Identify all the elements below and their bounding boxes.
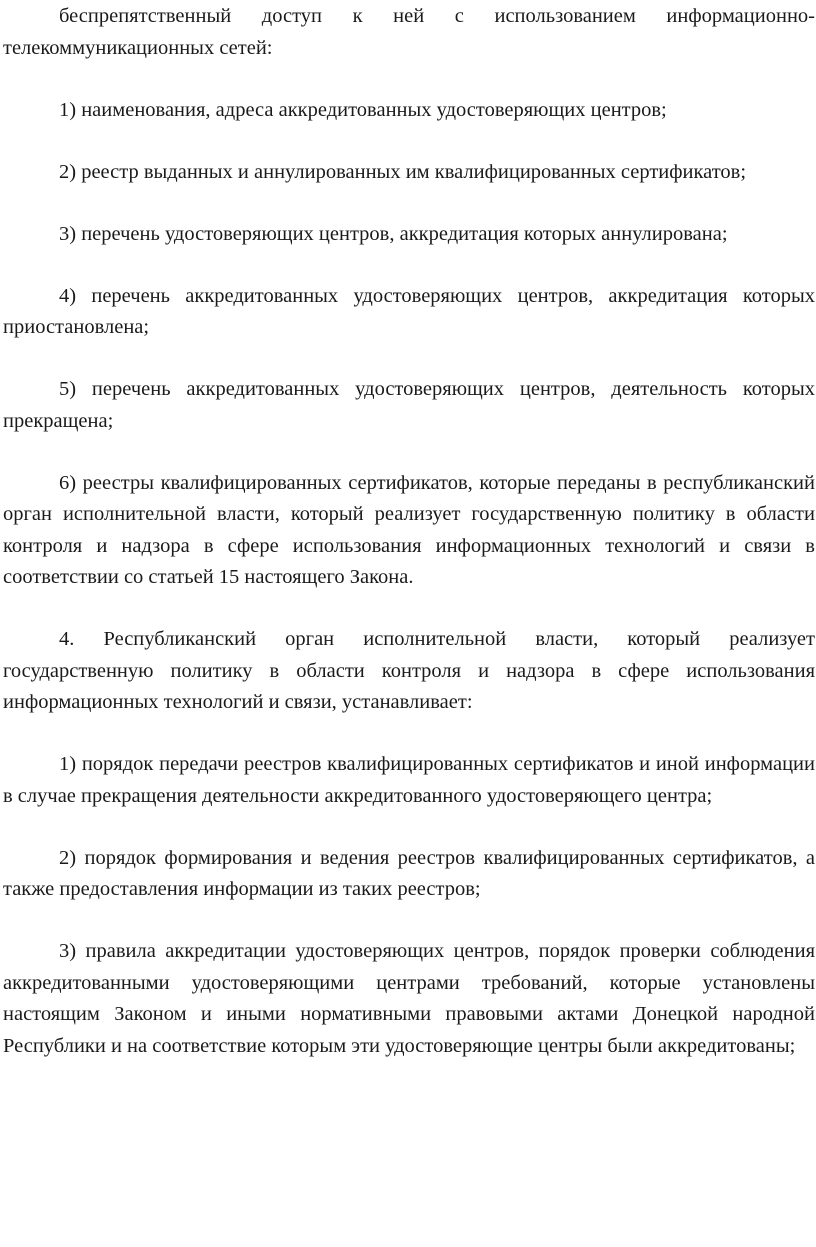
paragraph-item-4-suspended-list: 4) перечень аккредитованных удостоверяющих центров, аккредитация которых приостановлена;	[3, 284, 815, 338]
document-page	[3, 0, 815, 1093]
paragraph-section-4: 4. Республиканский орган исполнительной власти, который реализует государственную политику в области контроля и надзора в сфере использования информационных технологий и связи, устанавливает:	[3, 628, 815, 713]
paragraph-item-3-revoked-list: 3) перечень удостоверяющих центров, аккредитация которых аннулирована;	[59, 222, 728, 245]
paragraph-item-5-terminated-list: 5) перечень аккредитованных удостоверяющих центров, деятельность которых прекращена;	[3, 378, 815, 432]
paragraph-section-4-item-1: 1) порядок передачи реестров квалифицированных сертификатов и иной информации в случае прекращения деятельности аккредитованного удостоверяющего центра;	[3, 753, 815, 807]
paragraph-section-4-item-3: 3) правила аккредитации удостоверяющих центров, порядок проверки соблюдения аккредитованными удостоверяющими центрами требований, которые установлены настоящим Законом и иными нормативными правовыми актами Донецкой народной Республики и на соответствие которым эти удостоверяющие центры были аккредитованы;	[3, 940, 815, 1057]
paragraph-item-6-transferred-registries: 6) реестры квалифицированных сертификатов, которые переданы в республиканский орган исполнительной власти, который реализует государственную политику в области контроля и надзора в сфере использования информационных технологий и связи в соответствии со статьей 15 настоящего Закона.	[3, 471, 815, 588]
paragraph-item-2-registry: 2) реестр выданных и аннулированных им квалифицированных сертификатов;	[59, 160, 747, 183]
paragraph-item-1-names-addresses: 1) наименования, адреса аккредитованных удостоверяющих центров;	[59, 98, 667, 121]
paragraph-section-4-item-2: 2) порядок формирования и ведения реестров квалифицированных сертификатов, а также предоставления информации из таких реестров;	[3, 846, 815, 900]
paragraph-access-continuation: беспрепятственный доступ к ней с использованием информационно-телекоммуникационных сетей:	[3, 5, 815, 59]
